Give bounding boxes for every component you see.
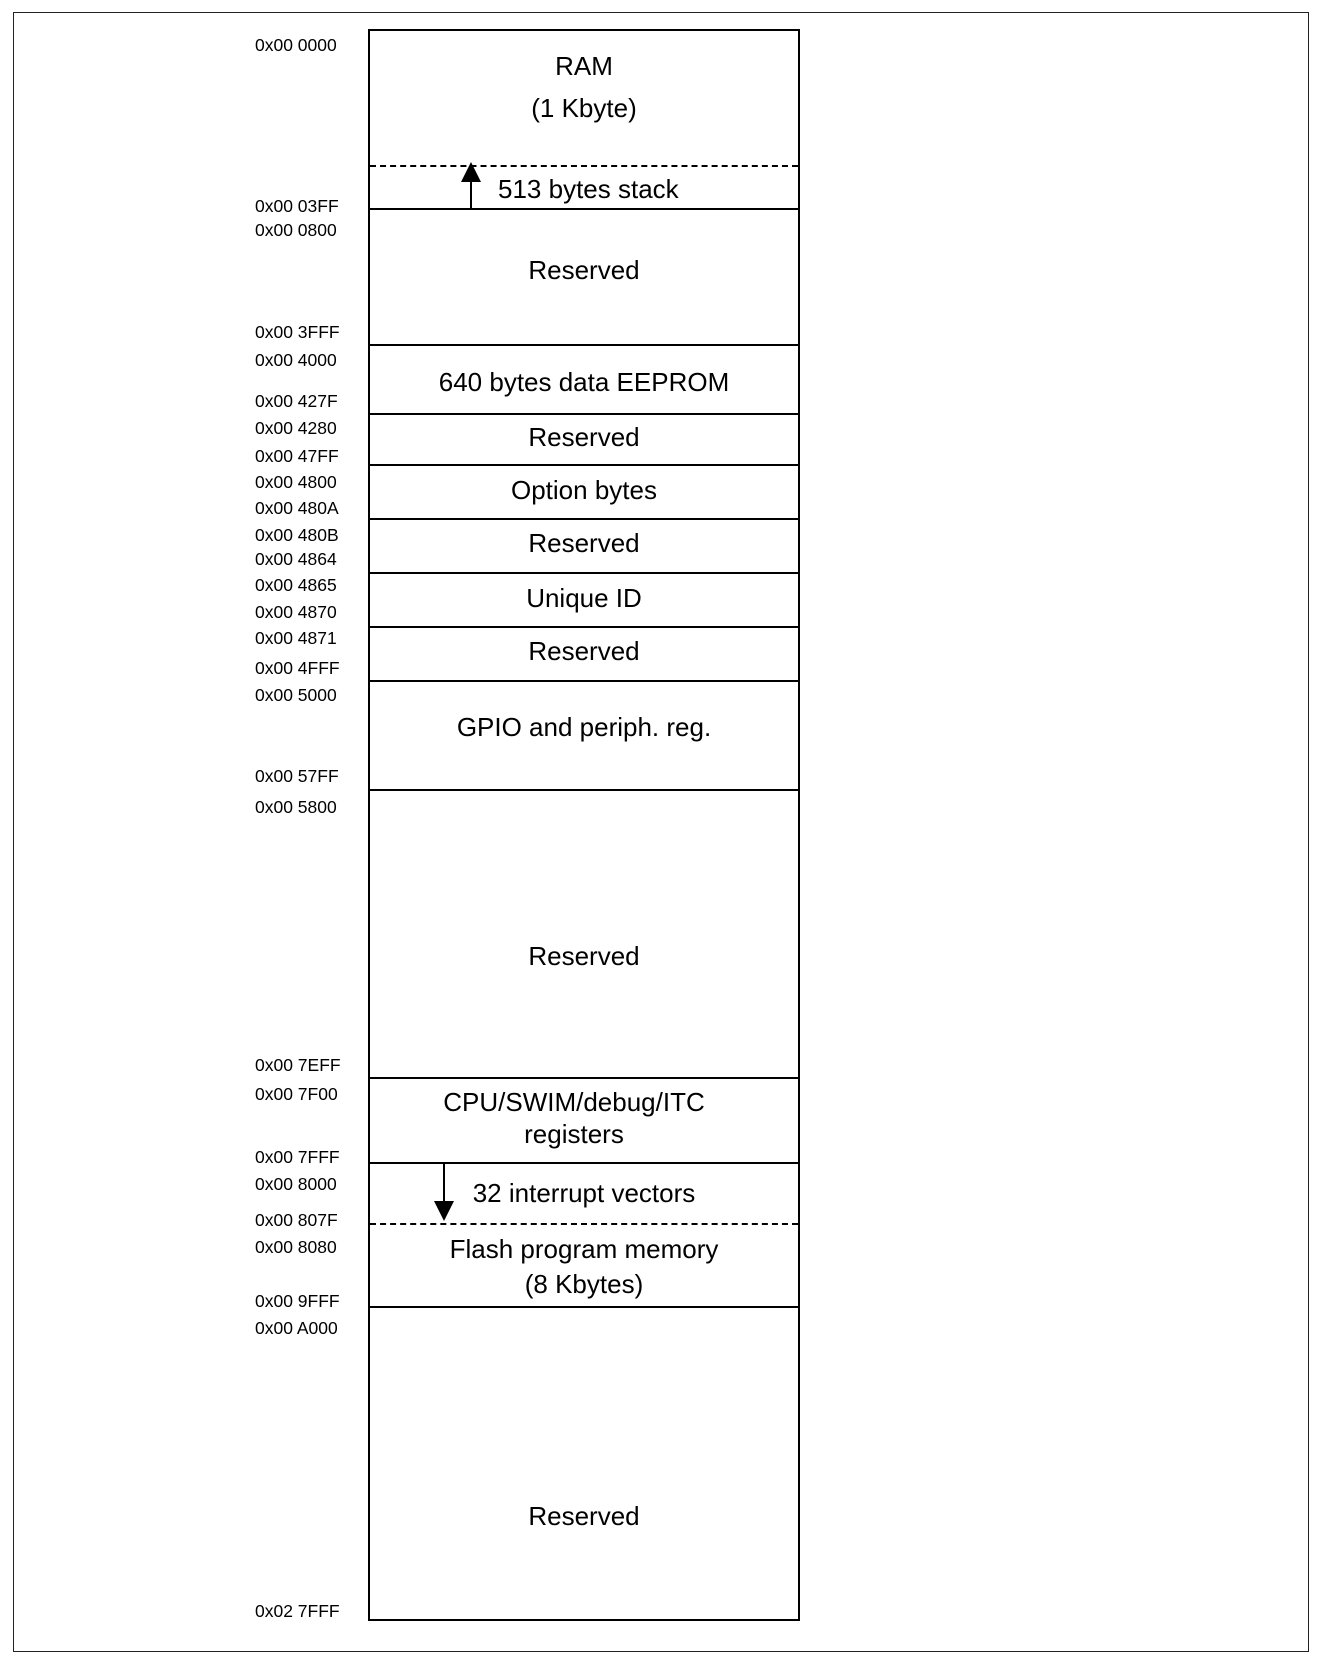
address-label: 0x00 4280 [255,418,337,438]
address-label: 0x00 A000 [255,1318,338,1338]
address-label: 0x00 3FFF [255,322,340,342]
address-label: 0x00 480B [255,525,339,545]
address-label: 0x00 8080 [255,1237,337,1257]
reserved-4-label: Reserved [528,636,640,666]
address-label: 0x00 5000 [255,685,337,705]
address-label: 0x00 8000 [255,1174,337,1194]
divider-reserved-1-end [368,344,800,346]
divider-reserved-5-end [368,1077,800,1079]
address-label: 0x00 807F [255,1210,338,1230]
divider-option-bytes-end [368,518,800,520]
cpu-regs-label: CPU/SWIM/debug/ITC [443,1087,705,1117]
gpio-label: GPIO and periph. reg. [456,712,712,742]
address-label: 0x00 9FFF [255,1291,340,1311]
cpu-regs-label-line2: registers [524,1119,624,1149]
divider-flash-end [368,1306,800,1308]
interrupt-vectors-label: 32 interrupt vectors [472,1178,696,1208]
divider-unique-id-end [368,626,800,628]
address-label: 0x00 4871 [255,628,337,648]
flash-label: Flash program memory [449,1234,719,1264]
option-bytes-label: Option bytes [511,475,657,505]
address-label: 0x00 5800 [255,797,337,817]
address-label: 0x00 7FFF [255,1147,340,1167]
divider-ram-end [368,208,800,210]
address-label: 0x02 7FFF [255,1601,340,1621]
address-label: 0x00 0800 [255,220,337,240]
divider-reserved-4-end [368,680,800,682]
address-label: 0x00 7F00 [255,1084,338,1104]
address-label: 0x00 03FF [255,196,339,216]
ram-size-label: (1 Kbyte) [531,93,637,123]
reserved-1-label: Reserved [528,255,640,285]
reserved-5-label: Reserved [528,941,640,971]
stack-up-arrow-icon [461,162,481,182]
address-label: 0x00 4000 [255,350,337,370]
unique-id-label: Unique ID [526,583,642,613]
vectors-flash-dashed-divider [370,1223,798,1225]
stack-arrow-shaft [470,180,472,209]
address-label: 0x00 4865 [255,575,337,595]
reserved-2-label: Reserved [528,422,640,452]
divider-gpio-end [368,789,800,791]
address-label: 0x00 57FF [255,766,339,786]
ram-label: RAM [555,51,613,81]
stack-label: 513 bytes stack [498,174,679,204]
address-label: 0x00 427F [255,391,338,411]
divider-eeprom-end [368,413,800,415]
address-label: 0x00 480A [255,498,339,518]
reserved-6-label: Reserved [528,1501,640,1531]
divider-cpu-regs-end [368,1162,800,1164]
address-label: 0x00 0000 [255,35,337,55]
ram-stack-dashed-divider [370,165,798,167]
address-label: 0x00 47FF [255,446,339,466]
divider-reserved-3-end [368,572,800,574]
address-label: 0x00 4800 [255,472,337,492]
flash-size-label: (8 Kbytes) [524,1269,644,1299]
divider-reserved-2-end [368,464,800,466]
address-label: 0x00 4864 [255,549,337,569]
reserved-3-label: Reserved [528,528,640,558]
eeprom-label: 640 bytes data EEPROM [438,367,730,397]
address-label: 0x00 4FFF [255,658,340,678]
address-label: 0x00 4870 [255,602,337,622]
address-label: 0x00 7EFF [255,1055,341,1075]
